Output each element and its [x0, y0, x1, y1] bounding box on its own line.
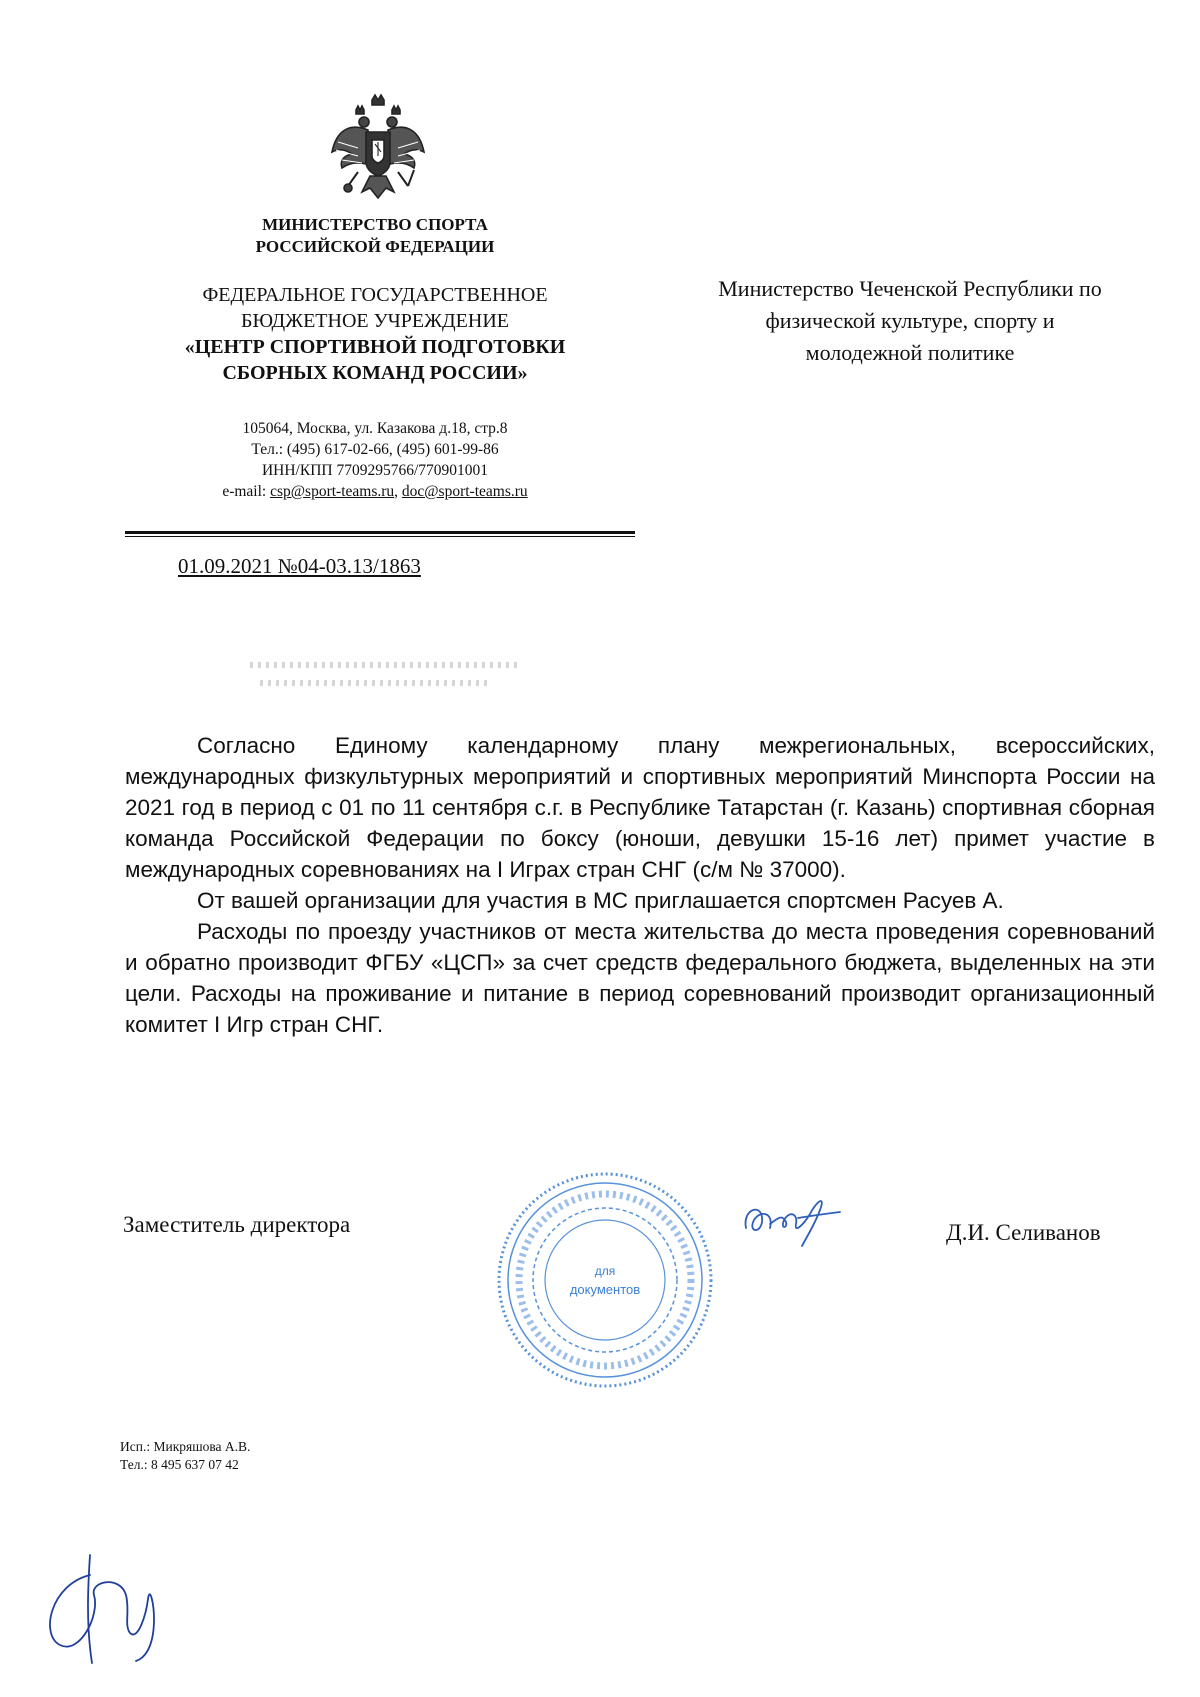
signatory-title: Заместитель директора	[123, 1212, 351, 1237]
coat-of-arms-emblem	[328, 92, 428, 212]
email-link-csp[interactable]: csp@sport-teams.ru	[270, 483, 395, 500]
ministry-line: МИНИСТЕРСТВО СПОРТА	[262, 215, 488, 234]
phone: Тел.: (495) 617-02-66, (495) 601-99-86	[251, 441, 499, 458]
executor-phone: Тел.: 8 495 637 07 42	[120, 1457, 239, 1472]
body-paragraph: Расходы по проезду участников от места жительства до места проведения соревнований и обратно производит ФГБУ «ЦСП» за счет средств федерального бюджета, выделенных на эти цели. Расходы на проживание и питание в период соревнований производит организационный комитет I Игр стран СНГ.	[125, 919, 1155, 1037]
header-rule-thin	[125, 536, 635, 537]
institution-type-line: БЮДЖЕТНОЕ УЧРЕЖДЕНИЕ	[240, 310, 510, 332]
header-rule-thick	[125, 531, 635, 534]
ministry-name	[115, 214, 635, 258]
addressee-line: Министерство Чеченской Республики по	[718, 276, 1102, 301]
institution-name-line: СБОРНЫХ КОМАНД РОССИИ»	[222, 362, 528, 384]
executor-name: Исп.: Микряшова А.В.	[120, 1439, 251, 1454]
institution-name	[115, 282, 635, 386]
signatory-name: Д.И. Селиванов	[946, 1220, 1101, 1245]
email-label: e-mail:	[222, 483, 271, 500]
email-separator: ,	[394, 483, 402, 500]
address: 105064, Москва, ул. Казакова д.18, стр.8	[242, 420, 508, 437]
email-line	[115, 481, 635, 502]
handwritten-initials	[30, 1545, 180, 1670]
document-reference: 01.09.2021 №04-03.13/1863	[178, 554, 421, 578]
institution-contacts	[115, 418, 635, 502]
handwritten-signature	[740, 1188, 850, 1248]
body-paragraph: От вашей организации для участия в МС приглашается спортсмен Расуев А.	[197, 888, 1004, 913]
stamp-text-line: для	[594, 1264, 616, 1278]
addressee	[650, 273, 1170, 369]
institution-name-line: «ЦЕНТР СПОРТИВНОЙ ПОДГОТОВКИ	[184, 336, 566, 358]
inn-kpp: ИНН/КПП 7709295766/770901001	[261, 462, 489, 479]
email-link-doc[interactable]: doc@sport-teams.ru	[401, 483, 528, 500]
addressee-line: молодежной политике	[805, 340, 1015, 365]
addressee-line: физической культуре, спорту и	[765, 308, 1055, 333]
institution-type-line: ФЕДЕРАЛЬНОЕ ГОСУДАРСТВЕННОЕ	[202, 284, 548, 306]
official-stamp	[493, 1168, 718, 1393]
letter-body	[125, 730, 1155, 1040]
bleed-through-mark	[240, 655, 540, 695]
executor-info	[120, 1438, 250, 1474]
body-paragraph: Согласно Единому календарному плану межрегиональных, всероссийских, международных физкультурных мероприятий и спортивных мероприятий Минспорта России на 2021 год в период с 01 по 11 сентября с.г. в Республике Татарстан (г. Казань) спортивная сборная команда Российской Федерации по боксу (юноши, девушки 15-16 лет) примет участие в международных соревнованиях на I Играх стран СНГ (с/м № 37000).	[125, 733, 1155, 882]
stamp-text-line: документов	[569, 1282, 641, 1297]
ministry-line: РОССИЙСКОЙ ФЕДЕРАЦИИ	[255, 237, 495, 256]
